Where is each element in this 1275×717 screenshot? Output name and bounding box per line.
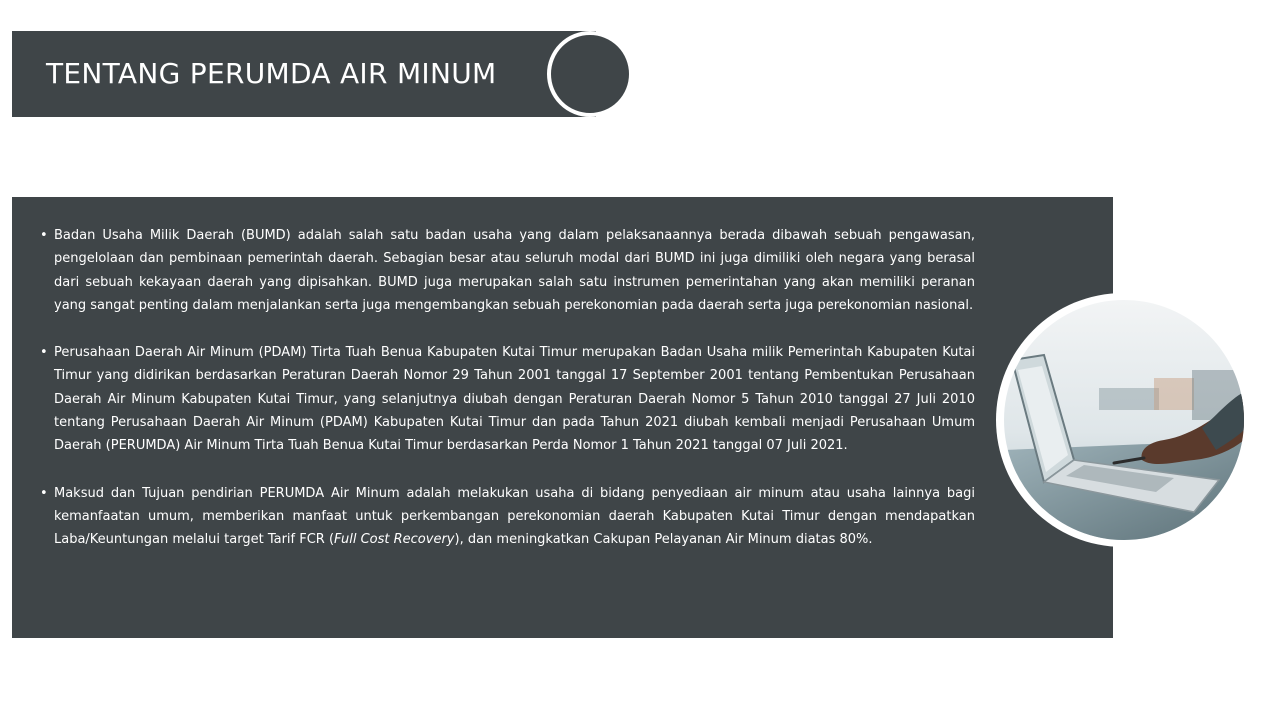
bullet-tujuan [38, 482, 975, 552]
bullet-icon: • [40, 228, 48, 243]
content-box [12, 197, 1113, 638]
page-title: TENTANG PERUMDA AIR MINUM [46, 57, 497, 90]
bullet-pdam [38, 341, 975, 457]
title-bar [12, 31, 596, 117]
bullet-icon: • [40, 485, 48, 501]
bullet-bumd [38, 224, 975, 317]
bullet-text-italic: Full Cost Recovery [334, 532, 455, 548]
bullet-text-after: ), dan meningkatkan Cakupan Pelayanan Air Minum diatas 80%. [454, 532, 873, 548]
bullet-text: Perusahaan Daerah Air Minum (PDAM) Tirta Tuah Benua Kabupaten Kutai Timur merupakan Badan Usaha milik Pemerintah Kabupaten Kutai Timur yang didirikan berdasarkan Peraturan Daerah Nomor 29 Tahun 2001 tanggal 17 September 2001 tentang Pembentukan Perusahaan Daerah Air Minum Kabupaten Kutai Timur, yang selanjutnya diubah dengan Peraturan Daerah Nomor 5 Tahun 2010 tanggal 27 Juli 2010 tentang Perusahaan Daerah Air Minum (PDAM) Kabupaten Kutai Timur dan pada Tahun 2021 diubah kembali menjadi Perusahaan Umum Daerah (PERUMDA) Air Minum Tirta Tuah Benua Kutai Timur berdasarkan Perda Nomor 1 Tahun 2021 tanggal 07 Juli 2021. [54, 345, 975, 454]
bullet-icon: • [40, 345, 48, 361]
laptop-photo-graphic [1004, 300, 1244, 540]
bullet-list [38, 224, 975, 576]
bullet-text [54, 486, 975, 548]
laptop-photo-icon [1004, 300, 1244, 540]
title-circle-decoration [547, 31, 633, 117]
bullet-text-before: Maksud dan Tujuan pendirian PERUMDA Air Minum adalah melakukan usaha di bidang penyediaan air minum atau usaha lainnya bagi kemanfaatan umum, memberikan manfaat untuk perkembangan perekonomian daerah Kabupaten Kutai Timur dengan mendapatkan Laba/Keuntungan melalui target Tarif FCR ( [54, 485, 975, 548]
bullet-text: Badan Usaha Milik Daerah (BUMD) adalah salah satu badan usaha yang dalam pelaksanaannya berada dibawah sebuah pengawasan, pengelolaan dan pembinaan pemerintah daerah. Sebagian besar atau seluruh modal dari BUMD ini juga dimiliki oleh negara yang berasal dari sebuah kekayaan daerah yang dipisahkan. BUMD juga merupakan salah satu instrumen pemerintahan yang akan memiliki peranan yang sangat penting dalam menjalankan serta juga mengembangkan sebuah perekonomian pada daerah serta juga perekonomian nasional. [54, 228, 975, 313]
